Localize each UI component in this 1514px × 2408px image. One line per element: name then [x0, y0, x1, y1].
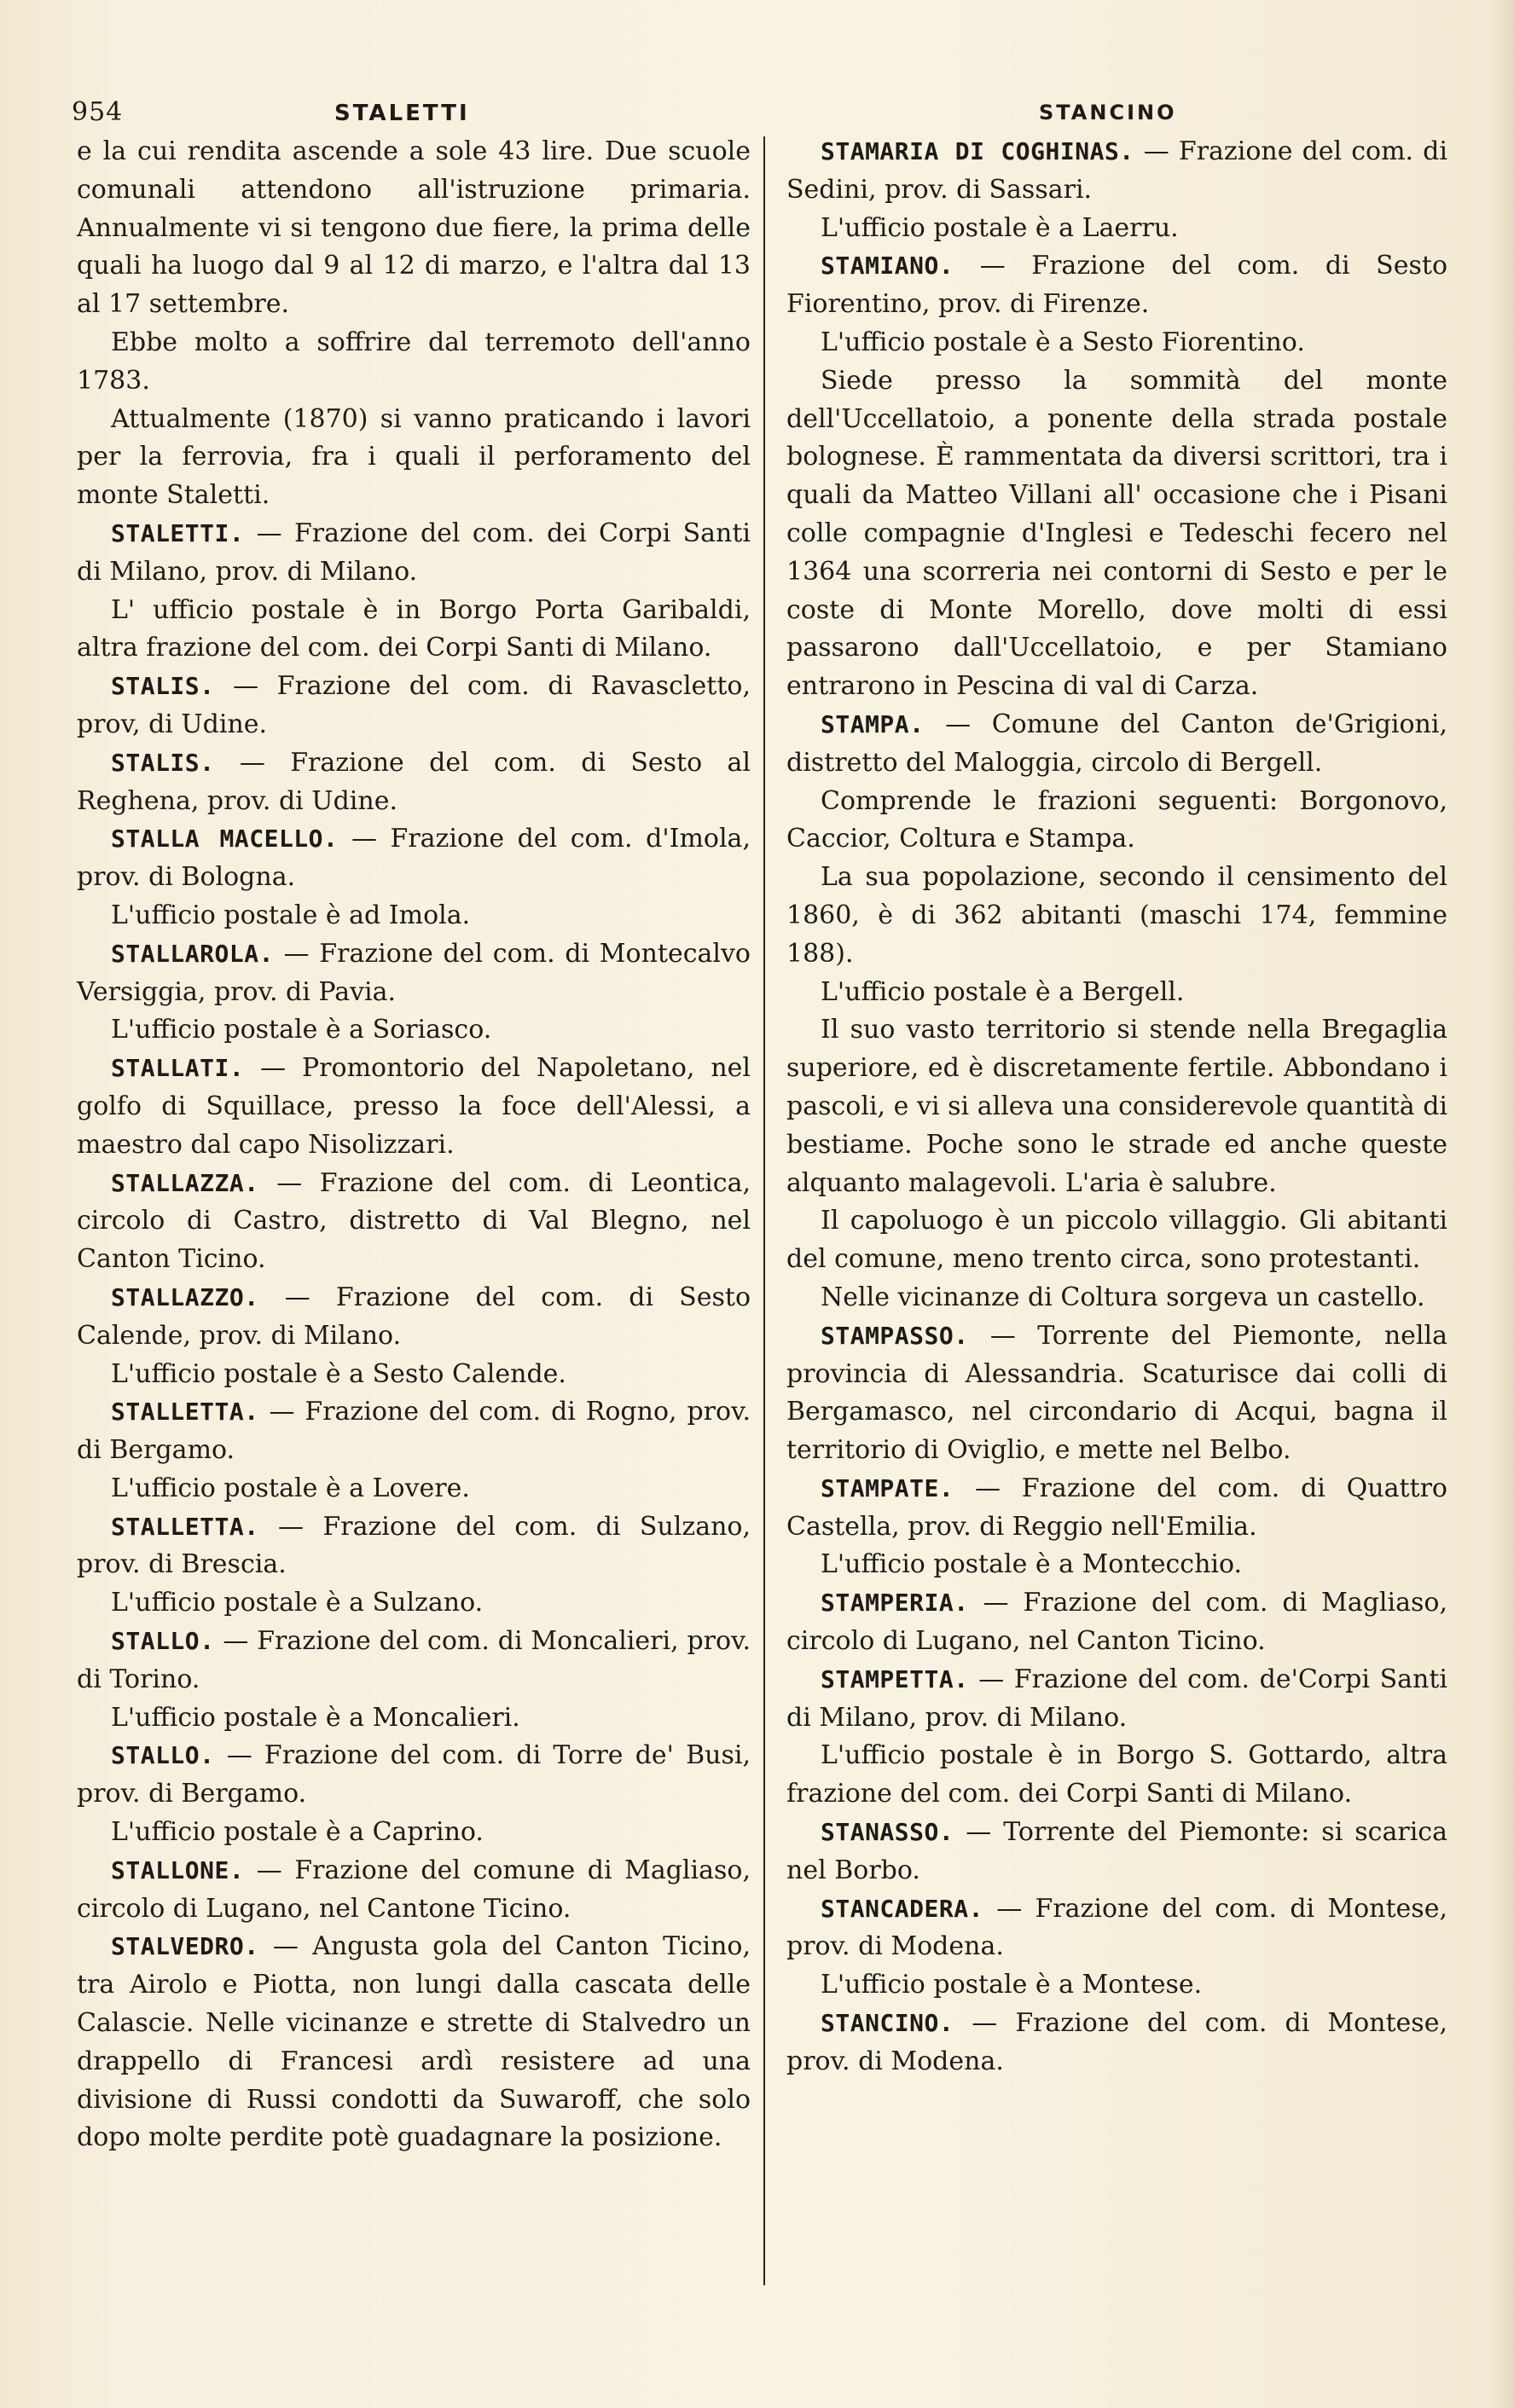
entry-headword: STALLO. [111, 1741, 215, 1770]
entry-text: e la cui rendita ascende a sole 43 lire. Due scuole comunali attendono all'istruzione primaria. Annualmente vi si tengono due fiere, la prima delle quali ha luogo dal 9 al 12 di marzo, e l'altra dal 13 al 17 settembre. [77, 136, 751, 320]
entry-paragraph [77, 1814, 751, 1852]
right-running-head: STANCINO [1039, 101, 1177, 124]
dictionary-entry [786, 1470, 1447, 1547]
dictionary-entry [786, 706, 1447, 783]
entry-headword: STAMIANO. [821, 252, 954, 281]
entry-paragraph [786, 1737, 1447, 1814]
entry-text: L'ufficio postale è a Soriasco. [111, 1015, 492, 1045]
entry-text: — Frazione del com. di Sedini, prov. di Sassari. [786, 136, 1447, 205]
entry-paragraph [77, 1470, 751, 1508]
entry-text: — Frazione del com. di Leontica, circolo di Castro, distretto di Val Blegno, nel Canton Ticino. [77, 1167, 751, 1275]
dictionary-entry [786, 1661, 1447, 1738]
entry-paragraph [786, 1279, 1447, 1317]
entry-paragraph [786, 783, 1447, 860]
dictionary-entry [786, 247, 1447, 324]
dictionary-entry [786, 133, 1447, 210]
entry-text: Il capoluogo è un piccolo villaggio. Gli abitanti del comune, meno trento circa, sono protestanti. [786, 1206, 1447, 1275]
entry-text: — Frazione del com. di Moncalieri, prov. di Torino. [77, 1626, 751, 1694]
entry-headword: STALIS. [111, 748, 215, 777]
entry-paragraph [77, 401, 751, 515]
entry-text: L'ufficio postale è in Borgo S. Gottardo, altra frazione del com. dei Corpi Santi di Milano. [786, 1740, 1447, 1809]
entry-headword: STALVEDRO. [111, 1932, 259, 1961]
entry-headword: STALLAROLA. [111, 939, 274, 968]
entry-headword: STANCADERA. [821, 1894, 983, 1923]
dictionary-entry [77, 1737, 751, 1814]
entry-text: — Frazione del com. di Sesto al Reghena, prov. di Udine. [77, 747, 751, 816]
entry-text: — Angusta gola del Canton Ticino, tra Airolo e Piotta, non lungi dalla cascata delle Calascie. Nelle vicinanze e strette di Stalvedro un drappello di Francesi ardì resistere ad una divisione di Russi condotti da Suwaroff, che solo dopo molte perdite potè guadagnare la posizione. [77, 1931, 751, 2153]
entry-text: L'ufficio postale è a Laerru. [821, 212, 1179, 243]
entry-text: L'ufficio postale è a Lovere. [111, 1473, 470, 1503]
entry-headword: STALLONE. [111, 1855, 245, 1884]
dictionary-entry [77, 1393, 751, 1470]
entry-text: — Frazione del com. di Montese, prov. di Modena. [786, 1893, 1447, 1962]
entry-text: — Frazione del comune di Magliaso, circolo di Lugano, nel Cantone Ticino. [77, 1855, 751, 1924]
dictionary-entry [786, 1317, 1447, 1470]
entry-text: Attualmente (1870) si vanno praticando i lavori per la ferrovia, fra i quali il perforamento del monte Staletti. [77, 403, 751, 511]
entry-paragraph [786, 1202, 1447, 1279]
entry-text: — Frazione del com. di Montese, prov. di Modena. [786, 2008, 1447, 2076]
entry-headword: STAMPERIA. [821, 1589, 969, 1618]
entry-text: — Promontorio del Napoletano, nel golfo di Squillace, presso la foce dell'Alessi, a maestro dal capo Nisolizzari. [77, 1053, 751, 1160]
entry-text: — Frazione del com. di Sulzano, prov. di Brescia. [77, 1511, 751, 1580]
entry-text: L' ufficio postale è in Borgo Porta Garibaldi, altra frazione del com. dei Corpi Santi di Milano. [77, 594, 751, 663]
entry-paragraph [77, 1699, 751, 1738]
entry-text: — Frazione del com. d'Imola, prov. di Bologna. [77, 824, 751, 893]
dictionary-entry [786, 1814, 1447, 1890]
entry-headword: STALLATI. [111, 1054, 245, 1083]
entry-text: Il suo vasto territorio si stende nella Bregaglia superiore, ed è discretamente fertile. Abbondano i pascoli, e vi si alleva una considerevole quantità di bestiame. Poche sono le strade ed anche queste alquanto malagevoli. L'aria è salubre. [786, 1015, 1447, 1198]
dictionary-entry [77, 1279, 751, 1356]
entry-text: — Frazione del com. di Rogno, prov. di Bergamo. [77, 1397, 751, 1466]
dictionary-entry [77, 515, 751, 592]
entry-text: L'ufficio postale è ad Imola. [111, 900, 471, 930]
entry-headword: STAMARIA DI COGHINAS. [821, 137, 1134, 165]
column-divider [763, 136, 765, 2285]
entry-text: L'ufficio postale è a Sulzano. [111, 1588, 484, 1618]
entry-text: Siede presso la sommità del monte dell'Uccellatoio, a ponente della strada postale bolognese. È rammentata da diversi scrittori, tra i quali da Matteo Villani all' occasione che i Pisani colle compagnie d'Inglesi e Tedeschi fecero nel 1364 una scorreria nei contorni di Sesto e per le coste di Monte Morello, dove molti di essi passarono dall'Uccellatoio, e per Stamiano entrarono in Pescina di val di Carza. [786, 365, 1447, 702]
dictionary-entry [77, 744, 751, 821]
dictionary-entry [77, 1165, 751, 1279]
entry-paragraph [77, 897, 751, 935]
entry-headword: STALLAZZO. [111, 1282, 259, 1311]
entry-text: L'ufficio postale è a Caprino. [111, 1817, 484, 1848]
entry-text: — Frazione del com. di Magliaso, circolo di Lugano, nel Canton Ticino. [786, 1588, 1447, 1657]
entry-headword: STAMPASSO. [821, 1321, 969, 1350]
page-number: 954 [72, 97, 124, 127]
entry-paragraph [786, 210, 1447, 248]
entry-text: L'ufficio postale è a Montecchio. [821, 1549, 1243, 1580]
entry-text: — Frazione del com. di Quattro Castella, prov. di Reggio nell'Emilia. [786, 1473, 1447, 1542]
entry-headword: STALLO. [111, 1627, 215, 1656]
dictionary-entry [77, 1050, 751, 1164]
entry-text: — Frazione del com. di Sesto Calende, prov. di Milano. [77, 1282, 751, 1351]
entry-paragraph [77, 133, 751, 324]
entry-paragraph [77, 1584, 751, 1623]
page-edge-shadow [1488, 0, 1514, 2408]
entry-text: La sua popolazione, secondo il censimento del 1860, è di 362 abitanti (maschi 174, femmine 188). [786, 862, 1447, 969]
dictionary-entry [77, 820, 751, 897]
entry-text: L'ufficio postale è a Sesto Calende. [111, 1358, 566, 1389]
dictionary-entry [77, 935, 751, 1012]
left-column [77, 133, 751, 2157]
entry-paragraph [786, 974, 1447, 1012]
entry-headword: STALIS. [111, 672, 215, 701]
entry-text: L'ufficio postale è a Moncalieri. [111, 1702, 520, 1733]
dictionary-entry [786, 1890, 1447, 1967]
dictionary-entry [77, 1852, 751, 1929]
entry-headword: STANCINO. [821, 2009, 954, 2038]
entry-text: — Frazione del com. di Sesto Fiorentino, prov. di Firenze. [786, 251, 1447, 320]
dictionary-entry [77, 1623, 751, 1699]
entry-text: L'ufficio postale è a Montese. [821, 1970, 1203, 2000]
dictionary-entry [77, 1928, 751, 2157]
entry-paragraph [77, 592, 751, 669]
entry-text: Nelle vicinanze di Coltura sorgeva un castello. [821, 1282, 1425, 1312]
entry-text: Ebbe molto a soffrire dal terremoto dell'anno 1783. [77, 327, 751, 396]
dictionary-entry [786, 2005, 1447, 2081]
entry-headword: STALLAZZA. [111, 1168, 259, 1197]
entry-text: — Frazione del com. di Ravascletto, prov, di Udine. [77, 671, 751, 739]
entry-text: L'ufficio postale è a Sesto Fiorentino. [821, 327, 1305, 357]
entry-paragraph [77, 1356, 751, 1394]
right-column [786, 133, 1447, 2081]
entry-text: — Torrente del Piemonte, nella provincia di Alessandria. Scaturisce dai colli di Bergamasco, nel circondario di Acqui, bagna il territorio di Oviglio, e mette nel Belbo. [786, 1320, 1447, 1466]
entry-paragraph [786, 1011, 1447, 1202]
entry-paragraph [786, 859, 1447, 973]
entry-headword: STAMPETTA. [821, 1664, 969, 1693]
entry-paragraph [786, 324, 1447, 362]
left-running-head: STALETTI [334, 101, 470, 126]
entry-headword: STALLA MACELLO. [111, 825, 339, 854]
entry-text: Comprende le frazioni seguenti: Borgonovo, Caccior, Coltura e Stampa. [786, 785, 1447, 854]
entry-text: — Frazione del com. di Torre de' Busi, prov. di Bergamo. [77, 1740, 751, 1809]
entry-paragraph [77, 1011, 751, 1050]
entry-paragraph [786, 1966, 1447, 2005]
entry-headword: STAMPATE. [821, 1473, 954, 1502]
entry-headword: STAMPA. [821, 709, 925, 738]
dictionary-entry [77, 668, 751, 744]
entry-text: — Frazione del com. di Montecalvo Versiggia, prov. di Pavia. [77, 938, 751, 1007]
entry-text: — Comune del Canton de'Grigioni, distretto del Maloggia, circolo di Bergell. [786, 709, 1447, 778]
dictionary-entry [77, 1508, 751, 1585]
entry-paragraph [786, 362, 1447, 706]
entry-headword: STALLETTA. [111, 1512, 259, 1541]
entry-text: — Frazione del com. dei Corpi Santi di Milano, prov. di Milano. [77, 518, 751, 587]
entry-text: — Torrente del Piemonte: si scarica nel Borbo. [786, 1817, 1447, 1885]
entry-text: L'ufficio postale è a Bergell. [821, 976, 1185, 1007]
entry-headword: STALETTI. [111, 518, 245, 547]
entry-paragraph [77, 324, 751, 401]
entry-text: — Frazione del com. de'Corpi Santi di Milano, prov. di Milano. [786, 1664, 1447, 1733]
dictionary-entry [786, 1584, 1447, 1661]
entry-headword: STANASSO. [821, 1818, 954, 1847]
entry-headword: STALLETTA. [111, 1398, 259, 1427]
entry-paragraph [786, 1546, 1447, 1584]
